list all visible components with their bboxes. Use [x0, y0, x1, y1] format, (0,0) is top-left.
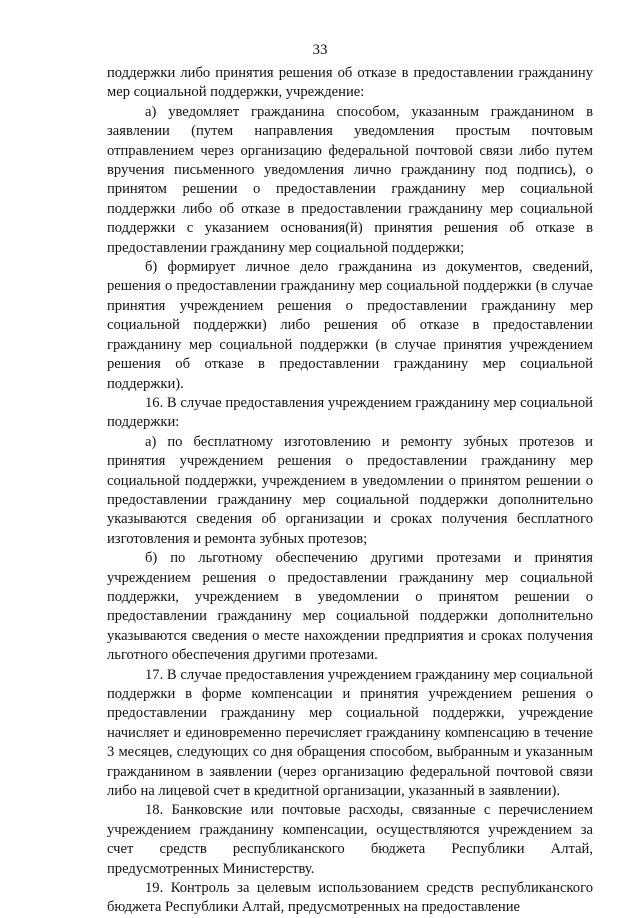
paragraph-item-a-notify: а) уведомляет гражданина способом, указанным гражданином в заявлении (путем направления уведомления простым почтовым отправлением через организацию федеральной почтовой связи либо путем вручения письменного уведомления лично гражданину под подпись), о принятом решении о предоставлении гражданину мер социальной поддержки либо об отказе в предоставлении гражданину мер социальной поддержки с указанием основания(й) принятия решения об отказе в предоставлении гражданину мер социальной поддержки; [107, 103, 593, 256]
paragraph-clause-17: 17. В случае предоставления учреждением гражданину мер социальной поддержки в форме компенсации и принятия учреждением решения о предоставлении гражданину мер социальной поддержки, учреждение начисляет и единовременно перечисляет гражданину компенсацию в течение 3 месяцев, следующих со дня обращения способом, выбранным и указанным гражданином в заявлении (через организацию федеральной почтовой связи либо на лицевой счет в кредитной организации, указанный в заявлении). [107, 666, 593, 800]
paragraph-clause-16-a: а) по бесплатному изготовлению и ремонту зубных протезов и принятия учреждением решения о предоставлении гражданину мер социальной поддержки, учреждением в уведомлении о принятом решении о предоставлении гражданину мер социальной поддержки дополнительно указываются сведения об организации и сроках получения бесплатного изготовления и ремонта зубных протезов; [107, 433, 593, 547]
paragraph-clause-16: 16. В случае предоставления учреждением гражданину мер социальной поддержки: [107, 394, 593, 431]
page-number: 33 [312, 42, 328, 58]
paragraph-clause-19: 19. Контроль за целевым использованием средств республиканского бюджета Республики Алтай, предусмотренных на предоставление [107, 880, 593, 916]
paragraph-continuation: поддержки либо принятия решения об отказе в предоставлении гражданину мер социальной поддержки, учреждение: [107, 65, 593, 101]
paragraph-item-b-personal-file: б) формирует личное дело гражданина из документов, сведений, решения о предоставлении гражданину мер социальной поддержки (в случае принятия учреждением решения о предоставлении гражданину мер социальной поддержки) либо решения об отказе в предоставлении гражданину мер социальной поддержки (в случае принятия учреждением решения об отказе в предоставлении гражданину мер социальной поддержки). [107, 259, 593, 392]
document-body [107, 64, 593, 918]
paragraph-clause-16-b: б) по льготному обеспечению другими протезами и принятия учреждением решения о предоставлении гражданину мер социальной поддержки, учреждением в уведомлении о принятом решении о предоставлении гражданину мер социальной поддержки дополнительно указываются сведения о месте нахождении предприятия и сроках получения льготного обеспечения другими протезами. [107, 550, 593, 664]
paragraph-clause-18: 18. Банковские или почтовые расходы, связанные с перечислением учреждением гражданину компенсации, осуществляются учреждением за счет средств республиканского бюджета Республики Алтай, предусмотренных Министерству. [107, 802, 593, 877]
